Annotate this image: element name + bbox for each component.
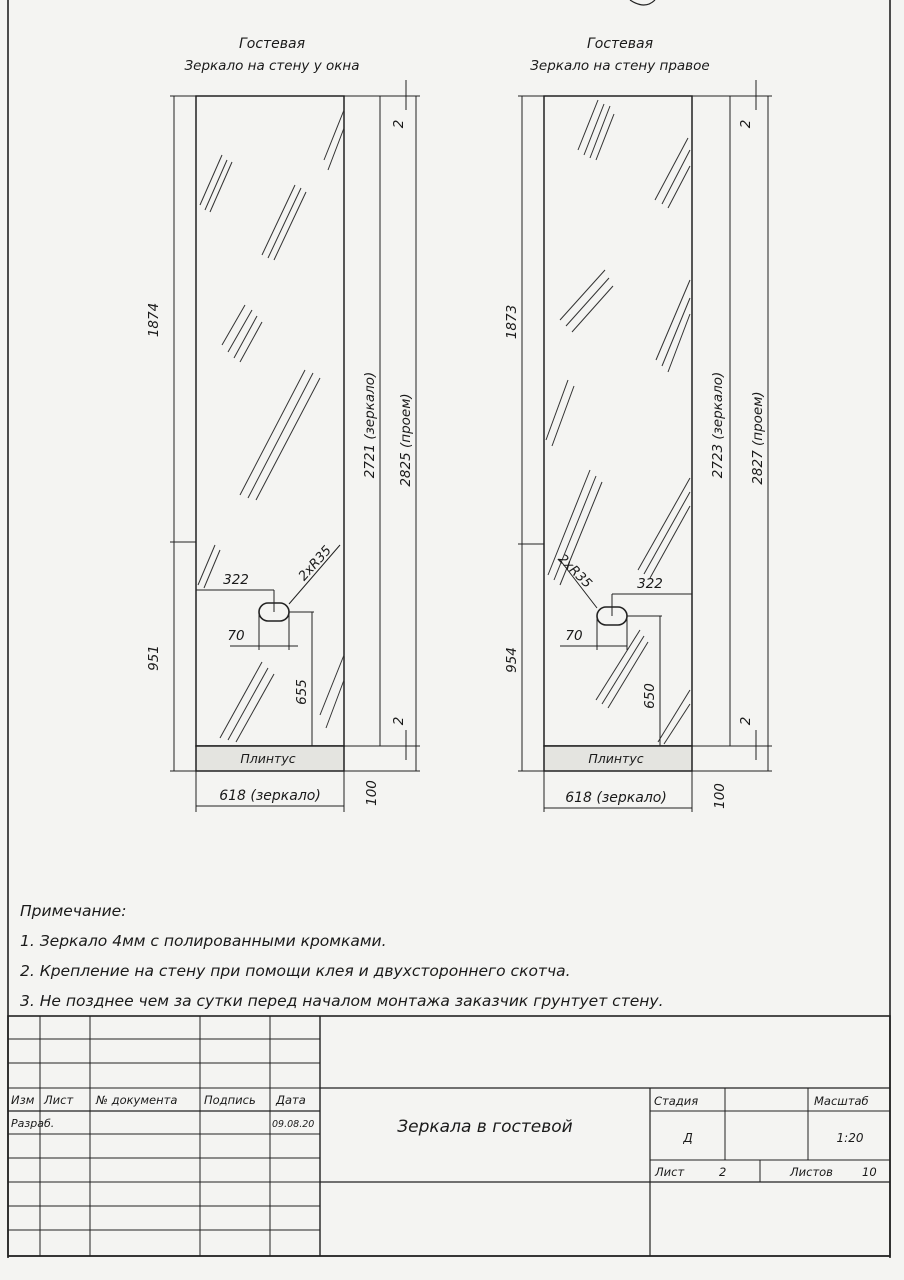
dim-width: 618 (зеркало): [219, 788, 321, 804]
sheet-value: 2: [719, 1165, 727, 1179]
dim-hole-y: 655: [294, 679, 310, 705]
dim-mirror-height: 2721 (зеркало): [362, 371, 378, 479]
baseboard-label: Плинтус: [240, 751, 296, 766]
note-item: 2. Крепление на стену при помощи клея и двухстороннего скотча.: [20, 962, 571, 980]
top-cut-mark: [630, 0, 655, 5]
note-item: 1. Зеркало 4мм с полированными кромками.: [20, 932, 387, 950]
col-sign-label: Подпись: [204, 1093, 256, 1107]
stage-value: Д: [683, 1131, 693, 1145]
dim-hole-x: 322: [223, 572, 249, 588]
sheet-label: Лист: [655, 1165, 685, 1179]
dim-hole-x: 322: [637, 576, 663, 592]
drawing-room-label: Гостевая: [586, 36, 654, 52]
dim-slot: 70: [227, 628, 245, 644]
drawing-right: [504, 36, 772, 812]
sheets-value: 10: [862, 1165, 877, 1179]
drawing-left: [146, 36, 420, 812]
dim-upper: 1874: [146, 302, 162, 338]
dim-hole-y: 650: [642, 683, 658, 709]
dim-width: 618 (зеркало): [565, 790, 667, 806]
dim-bottom-gap: 2: [738, 716, 754, 726]
col-date-label: Дата: [276, 1093, 306, 1107]
stage-label: Стадия: [654, 1094, 699, 1108]
dim-bottom-gap: 2: [391, 716, 407, 726]
dim-slot: 70: [565, 628, 583, 644]
dim-baseboard-height: 100: [712, 783, 728, 809]
dim-lower: 951: [146, 645, 162, 671]
dim-radius: 2xR35: [554, 551, 595, 592]
mirror-outline: [544, 96, 692, 746]
glass-hatching: [546, 100, 690, 744]
drawing-room-label: Гостевая: [238, 36, 306, 52]
notes-heading: Примечание:: [20, 902, 127, 920]
drawing-title: Зеркало на стену правое: [530, 58, 710, 74]
document-title: Зеркала в гостевой: [397, 1117, 573, 1137]
dim-top-gap: 2: [391, 119, 407, 129]
drawing-title: Зеркало на стену у окна: [184, 58, 360, 74]
dim-lower: 954: [504, 647, 520, 673]
title-block: [11, 1093, 877, 1179]
dim-mirror-height: 2723 (зеркало): [710, 371, 726, 479]
scale-value: 1:20: [836, 1131, 864, 1145]
date-value: 09.08.20: [272, 1119, 315, 1130]
glass-hatching: [198, 110, 344, 742]
note-item: 3. Не позднее чем за сутки перед началом монтажа заказчик грунтует стену.: [20, 992, 664, 1010]
dim-baseboard-height: 100: [364, 780, 380, 806]
developer-label: Разраб.: [11, 1117, 55, 1130]
baseboard-label: Плинтус: [588, 751, 644, 766]
col-change-label: Изм: [11, 1093, 35, 1107]
dim-upper: 1873: [504, 304, 520, 340]
sheets-label: Листов: [790, 1165, 833, 1179]
dim-radius: 2xR35: [295, 543, 335, 585]
col-doc-label: № документа: [96, 1093, 178, 1107]
dim-top-gap: 2: [738, 119, 754, 129]
scale-label: Масштаб: [814, 1094, 869, 1108]
notes: [20, 896, 880, 1016]
dim-opening-height: 2827 (проем): [750, 391, 766, 485]
col-sheet-label: Лист: [44, 1093, 74, 1107]
dim-opening-height: 2825 (проем): [398, 393, 414, 487]
